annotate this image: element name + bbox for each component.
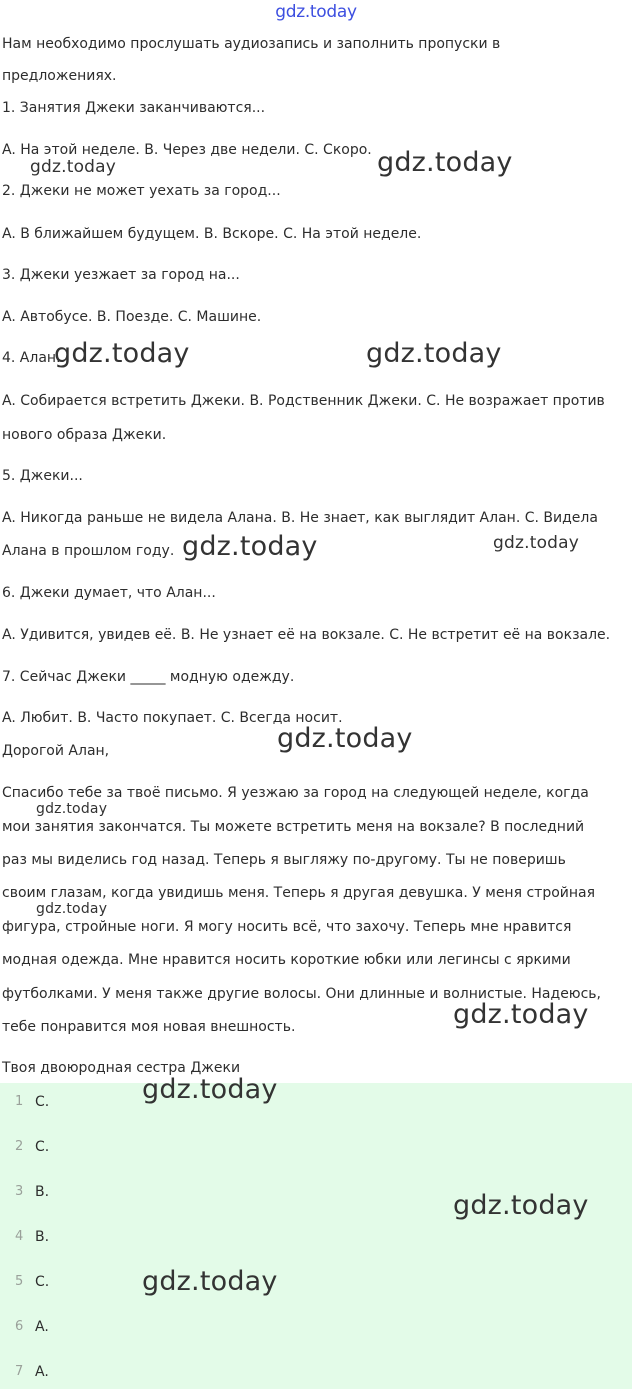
intro-line: Нам необходимо прослушать аудиозапись и заполнить пропуски в: [2, 36, 501, 52]
options-6: A. Удивится, увидев её. B. Не узнает её на вокзале. C. Не встретит её на вокзале.: [2, 627, 611, 643]
answer-value: A.: [35, 1364, 49, 1380]
answer-number: 1: [15, 1094, 24, 1109]
question-6: 6. Джеки думает, что Алан...: [2, 585, 216, 601]
watermark: gdz.today: [493, 533, 580, 553]
answer-number: 6: [15, 1319, 24, 1334]
watermark-top: gdz.today: [275, 2, 357, 22]
answer-number: 5: [15, 1274, 24, 1289]
question-1: 1. Занятия Джеки заканчиваются...: [2, 100, 266, 116]
watermark: gdz.today: [366, 338, 502, 369]
answer-number: 7: [15, 1364, 24, 1379]
question-4: 4. Алан...: [2, 350, 70, 366]
question-5: 5. Джеки...: [2, 468, 83, 484]
question-2: 2. Джеки не может уехать за город...: [2, 183, 281, 199]
letter-line: Спасибо тебе за твоё письмо. Я уезжаю за город на следующей неделе, когда: [2, 785, 589, 801]
letter-line: своим глазам, когда увидишь меня. Теперь я другая девушка. У меня стройная: [2, 885, 596, 901]
options-4: A. Собирается встретить Джеки. B. Родственник Джеки. C. Не возражает против: [2, 393, 605, 409]
watermark: gdz.today: [377, 147, 513, 178]
options-4-cont: нового образа Джеки.: [2, 427, 167, 443]
options-2: A. В ближайшем будущем. B. Вскоре. C. На этой неделе.: [2, 226, 422, 242]
answer-value: B.: [35, 1229, 50, 1245]
question-7: 7. Сейчас Джеки _____ модную одежду.: [2, 669, 295, 685]
watermark: gdz.today: [182, 531, 318, 562]
watermark: gdz.today: [36, 801, 108, 817]
answer-value: B.: [35, 1184, 50, 1200]
watermark: gdz.today: [54, 338, 190, 369]
question-3: 3. Джеки уезжает за город на...: [2, 267, 240, 283]
intro-line: предложениях.: [2, 68, 117, 84]
letter-line: модная одежда. Мне нравится носить короткие юбки или легинсы с яркими: [2, 952, 571, 968]
answer-value: A.: [35, 1319, 49, 1335]
answer-number: 4: [15, 1229, 24, 1244]
watermark: gdz.today: [30, 157, 117, 177]
letter-line: фигура, стройные ноги. Я могу носить всё, что захочу. Теперь мне нравится: [2, 919, 572, 935]
options-1: A. На этой неделе. B. Через две недели. C. Скоро.: [2, 142, 372, 158]
answer-number: 2: [15, 1139, 24, 1154]
watermark: gdz.today: [277, 723, 413, 754]
options-3: A. Автобусе. B. Поезде. C. Машине.: [2, 309, 262, 325]
options-7: A. Любит. B. Часто покупает. C. Всегда носит.: [2, 710, 343, 726]
letter-line: тебе понравится моя новая внешность.: [2, 1019, 296, 1035]
answer-value: C.: [35, 1274, 50, 1290]
letter-line: раз мы виделись год назад. Теперь я выгляжу по-другому. Ты не поверишь: [2, 852, 566, 868]
letter-line: мои занятия закончатся. Ты можете встретить меня на вокзале? В последний: [2, 819, 585, 835]
watermark: gdz.today: [142, 1074, 278, 1105]
answer-value: C.: [35, 1139, 50, 1155]
answer-value: C.: [35, 1094, 50, 1110]
answers-panel: [0, 1083, 632, 1389]
letter-line: футболками. У меня также другие волосы. Они длинные и волнистые. Надеюсь,: [2, 986, 601, 1002]
watermark: gdz.today: [453, 1190, 589, 1221]
options-5-cont: Алана в прошлом году.: [2, 543, 175, 559]
watermark: gdz.today: [142, 1266, 278, 1297]
watermark: gdz.today: [36, 901, 108, 917]
letter-greeting: Дорогой Алан,: [2, 743, 110, 759]
answer-number: 3: [15, 1184, 24, 1199]
letter-signature: Твоя двоюродная сестра Джеки: [2, 1060, 241, 1076]
watermark: gdz.today: [453, 999, 589, 1030]
options-5: A. Никогда раньше не видела Алана. B. Не знает, как выглядит Алан. C. Видела: [2, 510, 598, 526]
